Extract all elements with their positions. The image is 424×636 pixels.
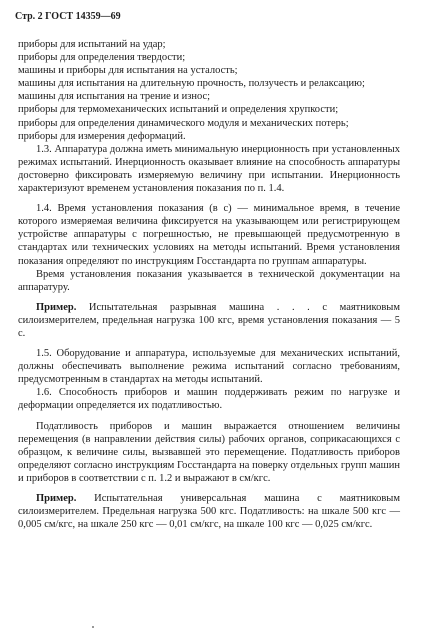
example-1 [18, 301, 400, 340]
list-item: приборы для измерения деформаций. [18, 130, 186, 142]
example-text: Испытательная универсальная машина с маятниковым силоизмерителем. Предельная нагрузка 500 кгс. Податливость: на шкале 500 кгс — 0,005 см/кгс, на шкале 250 кгс — 0,01 см/кгс, на шкале 100 кгс — 0,025 см/кгс. [18, 493, 400, 531]
list-item: машины для испытания на трение и износ; [18, 91, 211, 103]
page-header: Стр. 2 ГОСТ 14359—69 [15, 11, 121, 22]
list-item: приборы для определения динамического модуля и механических потерь; [18, 117, 349, 129]
equipment-list [18, 38, 400, 143]
document-body [18, 38, 400, 531]
list-item: приборы для определения твердости; [18, 52, 186, 64]
list-item: приборы для испытаний на удар; [18, 39, 166, 50]
list-item: машины для испытания на длительную прочность, ползучесть и релаксацию; [18, 78, 365, 90]
list-item: приборы для термомеханических испытаний и определения хрупкости; [18, 104, 339, 116]
paragraph-podatlivost: Податливость приборов и машин выражается отношением величины перемещения (в направлении действия силы) рабочих органов, соприкасающихся с образцом, к величине силы, вызвавшей это перемещение. Податливость приборов определяют согласно инструкциям Госстандарта на поверку отдельных групп машин и приборов в соответствии с п. 1.2 и выражают в см/кгс. [18, 420, 400, 484]
paragraph-1-4: 1.4. Время установления показания (в с) — минимальное время, в течение которого измеряемая величина фиксируется на указывающем или регистрирующем устройстве аппаратуры с погрешностью, не превышающей предусмотренную в стандартах или технических условиях на методы испытаний. Время установления показания определяют по инструкциям Госстандарта по группам аппаратуры. [18, 203, 400, 267]
list-item: машины и приборы для испытания на усталость; [18, 65, 238, 77]
example-lead: Пример. [36, 493, 77, 504]
example-lead: Пример. [36, 301, 77, 313]
paragraph-1-3: 1.3. Аппаратура должна иметь минимальную инерционность при установленных режимах испытаний. Инерционность оказывает влияние на способность аппаратуры достоверно фиксировать измеряемую величину при испытании. Инерционность характеризуют временем установления показания по п. 1.4. [18, 143, 400, 195]
example-2 [18, 492, 400, 531]
paragraph-1-4-note: Время установления показания указывается в технической документации на аппаратуру. [18, 268, 400, 293]
example-text: Испытательная разрывная машина . . . с маятниковым силоизмерителем, предельная нагрузка 100 кгс, время установления показания — 5 с. [18, 301, 400, 339]
paragraph-1-5: 1.5. Оборудование и аппаратура, используемые для механических испытаний, должны обеспечивать выполнение режима испытаний согласно требованиям, предусмотренным в стандартах на методы испытаний. [18, 348, 400, 386]
paragraph-1-6: 1.6. Способность приборов и машин поддерживать режим по нагрузке и деформации определяется их податливостью. [18, 387, 400, 412]
scan-speck [92, 626, 94, 628]
